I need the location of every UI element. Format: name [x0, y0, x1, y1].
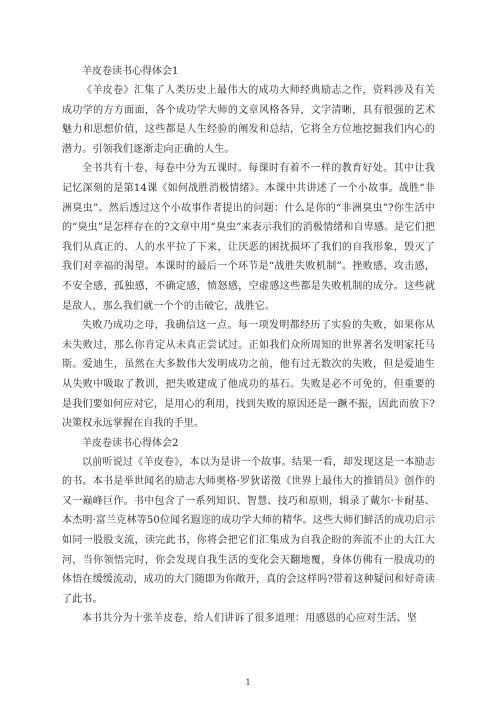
- paragraph: 《羊皮卷》汇集了人类历史上最伟大的成功大师经典励志之作，资料涉及有关成功学的方方面面，各个成功学大师的文章风格各异，文字清晰，具有很强的艺术魅力和思想价值，这些都是人生经验的阐发和总结，它将全方位地挖掘我们内心的潜力。引领我们逐渐走向正确的人生。: [62, 85, 435, 155]
- document-body: [62, 62, 435, 629]
- paragraph: 失败乃成功之母，我确信这一点。每一项发明都经历了实验的失败，如果你从未失败过，那么你肯定从未真正尝试过。正如我们众所周知的世界著名发明家托马斯。爱迪生，虽然在大多数伟大发明成功之前，他有过无数次的失败，但是爱迪生从失败中吸取了教训，把失败建成了他成功的基石。失败是必不可免的，但重要的是我们要如何应对它，是用心的利用，找到失败的原因还是一蹶不振，因此而放下?决策权永远掌握在自我的手里。: [62, 320, 435, 430]
- paragraph: 以前听说过《羊皮卷》，本以为是讲一个故事。结果一看，却发现这是一本励志的书。本书是举世闻名的励志大师奥格·罗狄诺徵《世界上最伟大的推销员》创作的又一巅峰巨作。书中包含了一系列知识、智慧、技巧和原则，辑录了戴尔·卡耐基、本杰明·富兰克林等50位闻名遐迩的成功学大师的精华。这些大师们鲜活的成功启示如同一股股支流，读完此书，你将会把它们汇集成为自我企盼的奔流不止的大江大河，当你领悟完时，你会发现自我生活的变化会天翻地覆，身体仿佛有一股成功的体悟在缓缓流动，成功的大门随即为你敞开，真的会这样吗?带着这种疑问和好奇读了此书。: [62, 456, 435, 605]
- paragraph: 本书共分为十张羊皮卷，给人们讲诉了很多道理：用感恩的心应对生活、坚: [82, 613, 417, 625]
- section-heading: 羊皮卷读书心得体会2: [82, 437, 179, 449]
- page-number: 1: [245, 678, 251, 687]
- section-heading: 羊皮卷读书心得体会1: [82, 66, 179, 77]
- paragraph: 全书共有十卷，每卷中分为五课时。每课时有着不一样的教育好处。其中让我记忆深刻的是第14课《如何战胜消极情绪》。本课中共讲述了一个小故事。战胜“非洲臭虫”。然后透过这个小故事作者提出的问题：什么是你的“非洲臭虫”?你生活中的“臭虫”是怎样存在的?文章中用“臭虫”来表示我们的消极情绪和自卑感。是它们把我们从真正的、人的水平拉了下来，让厌恶的困扰损坏了我们的自我形象，毁灭了我们对幸福的渴望。本课时的最后一个环节是“战胜失败机制”。挫败感，攻击感，不安全感，孤独感，不确定感，愤怒感，空虚感这些都是失败机制的成分。这些就是敌人，那么我们就一个个的击破它，战胜它。: [62, 163, 435, 312]
